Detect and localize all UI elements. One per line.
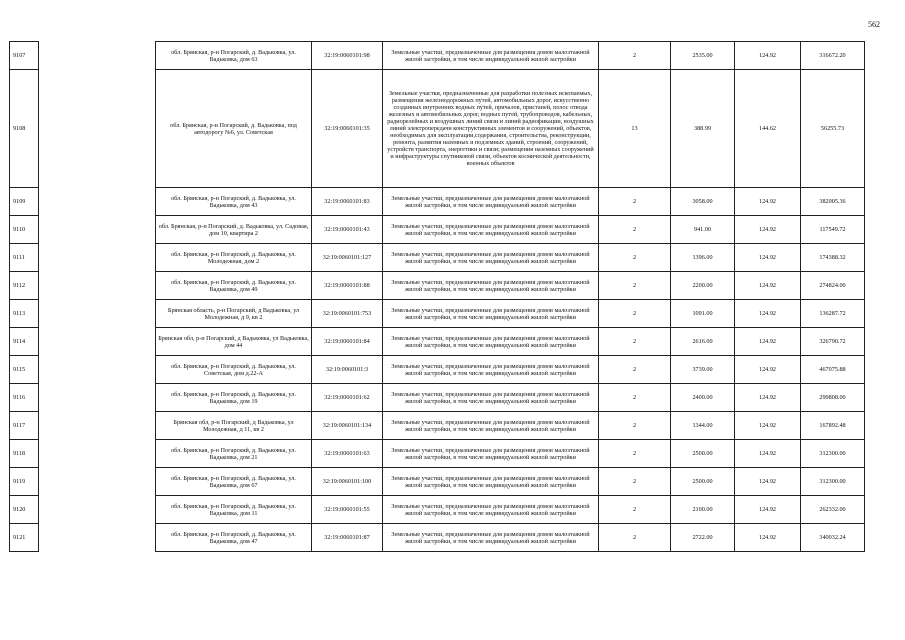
rate-cell: 124.92 — [735, 384, 801, 412]
area-cell: 2400.00 — [671, 384, 735, 412]
table-row — [10, 356, 865, 384]
group-cell: 2 — [599, 42, 671, 70]
table-row — [10, 524, 865, 552]
land-use-cell: Земельные участки, предназначенные для размещения домов малоэтажной жилой застройки, в том числе индивидуальной жилой застройки — [383, 216, 599, 244]
group-cell: 13 — [599, 70, 671, 188]
value-cell: 326790.72 — [801, 328, 865, 356]
land-use-cell: Земельные участки, предназначенные для размещения домов малоэтажной жилой застройки, в том числе индивидуальной жилой застройки — [383, 496, 599, 524]
address-cell: Брянская область, р-н Погарский, д Вадьковка, ул Молодежная, д 9, кв 2 — [156, 300, 312, 328]
blank-cell — [39, 272, 156, 300]
land-use-cell: Земельные участки, предназначенные для размещения домов малоэтажной жилой застройки, в том числе индивидуальной жилой застройки — [383, 440, 599, 468]
blank-cell — [39, 300, 156, 328]
row-id: 9113 — [10, 300, 39, 328]
group-cell: 2 — [599, 244, 671, 272]
value-cell: 340032.24 — [801, 524, 865, 552]
cadastral-number-cell: 32:19:0060101:35 — [312, 70, 383, 188]
blank-cell — [39, 384, 156, 412]
area-cell: 1091.00 — [671, 300, 735, 328]
group-cell: 2 — [599, 384, 671, 412]
area-cell: 2722.00 — [671, 524, 735, 552]
area-cell: 2535.00 — [671, 42, 735, 70]
row-id: 9112 — [10, 272, 39, 300]
area-cell: 2100.00 — [671, 496, 735, 524]
group-cell: 2 — [599, 440, 671, 468]
address-cell: обл. Брянская, р-н Погарский, д. Вадьковка, ул. Вадьковка, дом 21 — [156, 440, 312, 468]
value-cell: 117549.72 — [801, 216, 865, 244]
cadastral-number-cell: 32:19:0060101:63 — [312, 440, 383, 468]
blank-cell — [39, 356, 156, 384]
land-use-cell: Земельные участки, предназначенные для размещения домов малоэтажной жилой застройки, в том числе индивидуальной жилой застройки — [383, 42, 599, 70]
blank-cell — [39, 42, 156, 70]
land-use-cell: Земельные участки, предназначенные для разработки полезных ископаемых, размещения железнодорожных путей, автомобильных дорог, искусственно созданных внутренних водных путей, причалов, пристаней, полос отвода железных и автомобильных дорог, водных путей, трубопроводов, кабельных, радиорелейных и воздушных линий связи и линий радиофикации, воздушных линий электропередачи конструктивных элементов и сооружений, объектов, необходимых для эксплуатации,содержания, строительства, реконструкции, ремонта, развития наземных и подземных зданий, строений, сооружений, устройств транспорта, энергетики и связи; размещения наземных сооружений и инфраструктуры спутниковой связи, объектов космической деятельности, военных объектов — [383, 70, 599, 188]
value-cell: 382005.36 — [801, 188, 865, 216]
rate-cell: 124.92 — [735, 272, 801, 300]
row-id: 9111 — [10, 244, 39, 272]
table-row — [10, 216, 865, 244]
cadastral-number-cell: 32:19:0060101:98 — [312, 42, 383, 70]
value-cell: 274824.00 — [801, 272, 865, 300]
address-cell: обл. Брянская, р-н Погарский, д. Вадьковка, ул. Вадьковка, дом 67 — [156, 468, 312, 496]
group-cell: 2 — [599, 216, 671, 244]
rate-cell: 124.92 — [735, 468, 801, 496]
blank-cell — [39, 188, 156, 216]
cadastral-number-cell: 32:19:0060101:87 — [312, 524, 383, 552]
table-row — [10, 496, 865, 524]
blank-cell — [39, 216, 156, 244]
table-row — [10, 468, 865, 496]
land-use-cell: Земельные участки, предназначенные для размещения домов малоэтажной жилой застройки, в том числе индивидуальной жилой застройки — [383, 244, 599, 272]
land-plots-table — [9, 41, 865, 552]
cadastral-number-cell: 32:19:0060101:100 — [312, 468, 383, 496]
row-id: 9114 — [10, 328, 39, 356]
row-id: 9120 — [10, 496, 39, 524]
blank-cell — [39, 440, 156, 468]
value-cell: 167892.48 — [801, 412, 865, 440]
row-id: 9121 — [10, 524, 39, 552]
row-id: 9115 — [10, 356, 39, 384]
row-id: 9107 — [10, 42, 39, 70]
area-cell: 1396.00 — [671, 244, 735, 272]
row-id: 9119 — [10, 468, 39, 496]
blank-cell — [39, 524, 156, 552]
land-use-cell: Земельные участки, предназначенные для размещения домов малоэтажной жилой застройки, в том числе индивидуальной жилой застройки — [383, 188, 599, 216]
value-cell: 299808.00 — [801, 384, 865, 412]
area-cell: 3058.00 — [671, 188, 735, 216]
table-row — [10, 384, 865, 412]
blank-cell — [39, 244, 156, 272]
table-row — [10, 412, 865, 440]
table-row — [10, 188, 865, 216]
cadastral-number-cell: 32:19:0060101:62 — [312, 384, 383, 412]
address-cell: обл. Брянская, р-н Погарский, д. Вадьковка, ул. Вадьковка, дом 47 — [156, 524, 312, 552]
area-cell: 388.99 — [671, 70, 735, 188]
cadastral-number-cell: 32:19:0060101:127 — [312, 244, 383, 272]
address-cell: Брянская обл, р-н Погарский, д Вадьковка, ул Молодежная, д 11, кв 2 — [156, 412, 312, 440]
cadastral-number-cell: 32:19:0060101:753 — [312, 300, 383, 328]
table-row — [10, 328, 865, 356]
group-cell: 2 — [599, 300, 671, 328]
group-cell: 2 — [599, 356, 671, 384]
land-use-cell: Земельные участки, предназначенные для размещения домов малоэтажной жилой застройки, в том числе индивидуальной жилой застройки — [383, 272, 599, 300]
row-id: 9117 — [10, 412, 39, 440]
table-row — [10, 440, 865, 468]
address-cell: обл. Брянская, р-н Погарский, д. Вадьковка, ул. Молодежная, дом 2 — [156, 244, 312, 272]
group-cell: 2 — [599, 468, 671, 496]
row-id: 9110 — [10, 216, 39, 244]
area-cell: 1344.00 — [671, 412, 735, 440]
group-cell: 2 — [599, 328, 671, 356]
rate-cell: 124.92 — [735, 244, 801, 272]
cadastral-number-cell: 32:19:0060101:3 — [312, 356, 383, 384]
area-cell: 2500.00 — [671, 468, 735, 496]
address-cell: обл. Брянская, р-н Погарский, д. Вадьковка, ул. Советская, дом д.22-А — [156, 356, 312, 384]
blank-cell — [39, 412, 156, 440]
value-cell: 467075.88 — [801, 356, 865, 384]
area-cell: 2616.00 — [671, 328, 735, 356]
land-use-cell: Земельные участки, предназначенные для размещения домов малоэтажной жилой застройки, в том числе индивидуальной жилой застройки — [383, 328, 599, 356]
page-number: 562 — [868, 20, 880, 29]
rate-cell: 124.92 — [735, 524, 801, 552]
area-cell: 3739.00 — [671, 356, 735, 384]
value-cell: 136287.72 — [801, 300, 865, 328]
row-id: 9116 — [10, 384, 39, 412]
rate-cell: 124.92 — [735, 188, 801, 216]
land-use-cell: Земельные участки, предназначенные для размещения домов малоэтажной жилой застройки, в том числе индивидуальной жилой застройки — [383, 384, 599, 412]
blank-cell — [39, 70, 156, 188]
area-cell: 2500.00 — [671, 440, 735, 468]
table-row — [10, 70, 865, 188]
group-cell: 2 — [599, 412, 671, 440]
land-use-cell: Земельные участки, предназначенные для размещения домов малоэтажной жилой застройки, в том числе индивидуальной жилой застройки — [383, 468, 599, 496]
cadastral-number-cell: 32:19:0060101:83 — [312, 188, 383, 216]
address-cell: обл. Брянская, р-н Погарский, д. Вадьковка, ул. Вадьковка, дом 49 — [156, 272, 312, 300]
area-cell: 941.00 — [671, 216, 735, 244]
rate-cell: 124.92 — [735, 412, 801, 440]
rate-cell: 124.92 — [735, 328, 801, 356]
address-cell: Брянская обл, р-н Погарский, д Вадьковка, ул Вадьковка, дом 44 — [156, 328, 312, 356]
blank-cell — [39, 328, 156, 356]
cadastral-number-cell: 32:19:0060101:134 — [312, 412, 383, 440]
rate-cell: 124.92 — [735, 440, 801, 468]
row-id: 9109 — [10, 188, 39, 216]
value-cell: 56255.73 — [801, 70, 865, 188]
address-cell: обл. Брянская, р-н Погарский, д. Вадьковка, ул. Вадьковка, дом 43 — [156, 188, 312, 216]
rate-cell: 144.62 — [735, 70, 801, 188]
table-row — [10, 272, 865, 300]
rate-cell: 124.92 — [735, 42, 801, 70]
cadastral-number-cell: 32:19:0060101:84 — [312, 328, 383, 356]
address-cell: обл. Брянская, р-н Погарский, д. Вадьковка, ул. Садовая, дом 10, квартира 2 — [156, 216, 312, 244]
rate-cell: 124.92 — [735, 356, 801, 384]
rate-cell: 124.92 — [735, 496, 801, 524]
address-cell: обл. Брянская, р-н Погарский, д. Вадьковка, ул. Вадьковка, дом 63 — [156, 42, 312, 70]
group-cell: 2 — [599, 272, 671, 300]
group-cell: 2 — [599, 496, 671, 524]
rate-cell: 124.92 — [735, 300, 801, 328]
rate-cell: 124.92 — [735, 216, 801, 244]
group-cell: 2 — [599, 524, 671, 552]
table-row — [10, 42, 865, 70]
blank-cell — [39, 496, 156, 524]
land-use-cell: Земельные участки, предназначенные для размещения домов малоэтажной жилой застройки, в том числе индивидуальной жилой застройки — [383, 524, 599, 552]
address-cell: обл. Брянская, р-н Погарский, д. Вадьковка, ул. Вадьковка, дом 11 — [156, 496, 312, 524]
value-cell: 262332.00 — [801, 496, 865, 524]
value-cell: 316672.20 — [801, 42, 865, 70]
table-row — [10, 244, 865, 272]
land-use-cell: Земельные участки, предназначенные для размещения домов малоэтажной жилой застройки, в том числе индивидуальной жилой застройки — [383, 300, 599, 328]
land-use-cell: Земельные участки, предназначенные для размещения домов малоэтажной жилой застройки, в том числе индивидуальной жилой застройки — [383, 412, 599, 440]
row-id: 9108 — [10, 70, 39, 188]
table-row — [10, 300, 865, 328]
cadastral-number-cell: 32:19:0060101:88 — [312, 272, 383, 300]
row-id: 9118 — [10, 440, 39, 468]
value-cell: 312300.00 — [801, 440, 865, 468]
value-cell: 174388.32 — [801, 244, 865, 272]
land-use-cell: Земельные участки, предназначенные для размещения домов малоэтажной жилой застройки, в том числе индивидуальной жилой застройки — [383, 356, 599, 384]
group-cell: 2 — [599, 188, 671, 216]
value-cell: 312300.00 — [801, 468, 865, 496]
blank-cell — [39, 468, 156, 496]
cadastral-number-cell: 32:19:0060101:43 — [312, 216, 383, 244]
cadastral-number-cell: 32:19:0060101:55 — [312, 496, 383, 524]
address-cell: обл. Брянская, р-н Погарский, д. Вадьковка, ул. Вадьковка, дом 19 — [156, 384, 312, 412]
address-cell: обл. Брянская, р-н Погарский, д. Вадьковка, под автодорогу №6, ул. Советская — [156, 70, 312, 188]
area-cell: 2200.00 — [671, 272, 735, 300]
